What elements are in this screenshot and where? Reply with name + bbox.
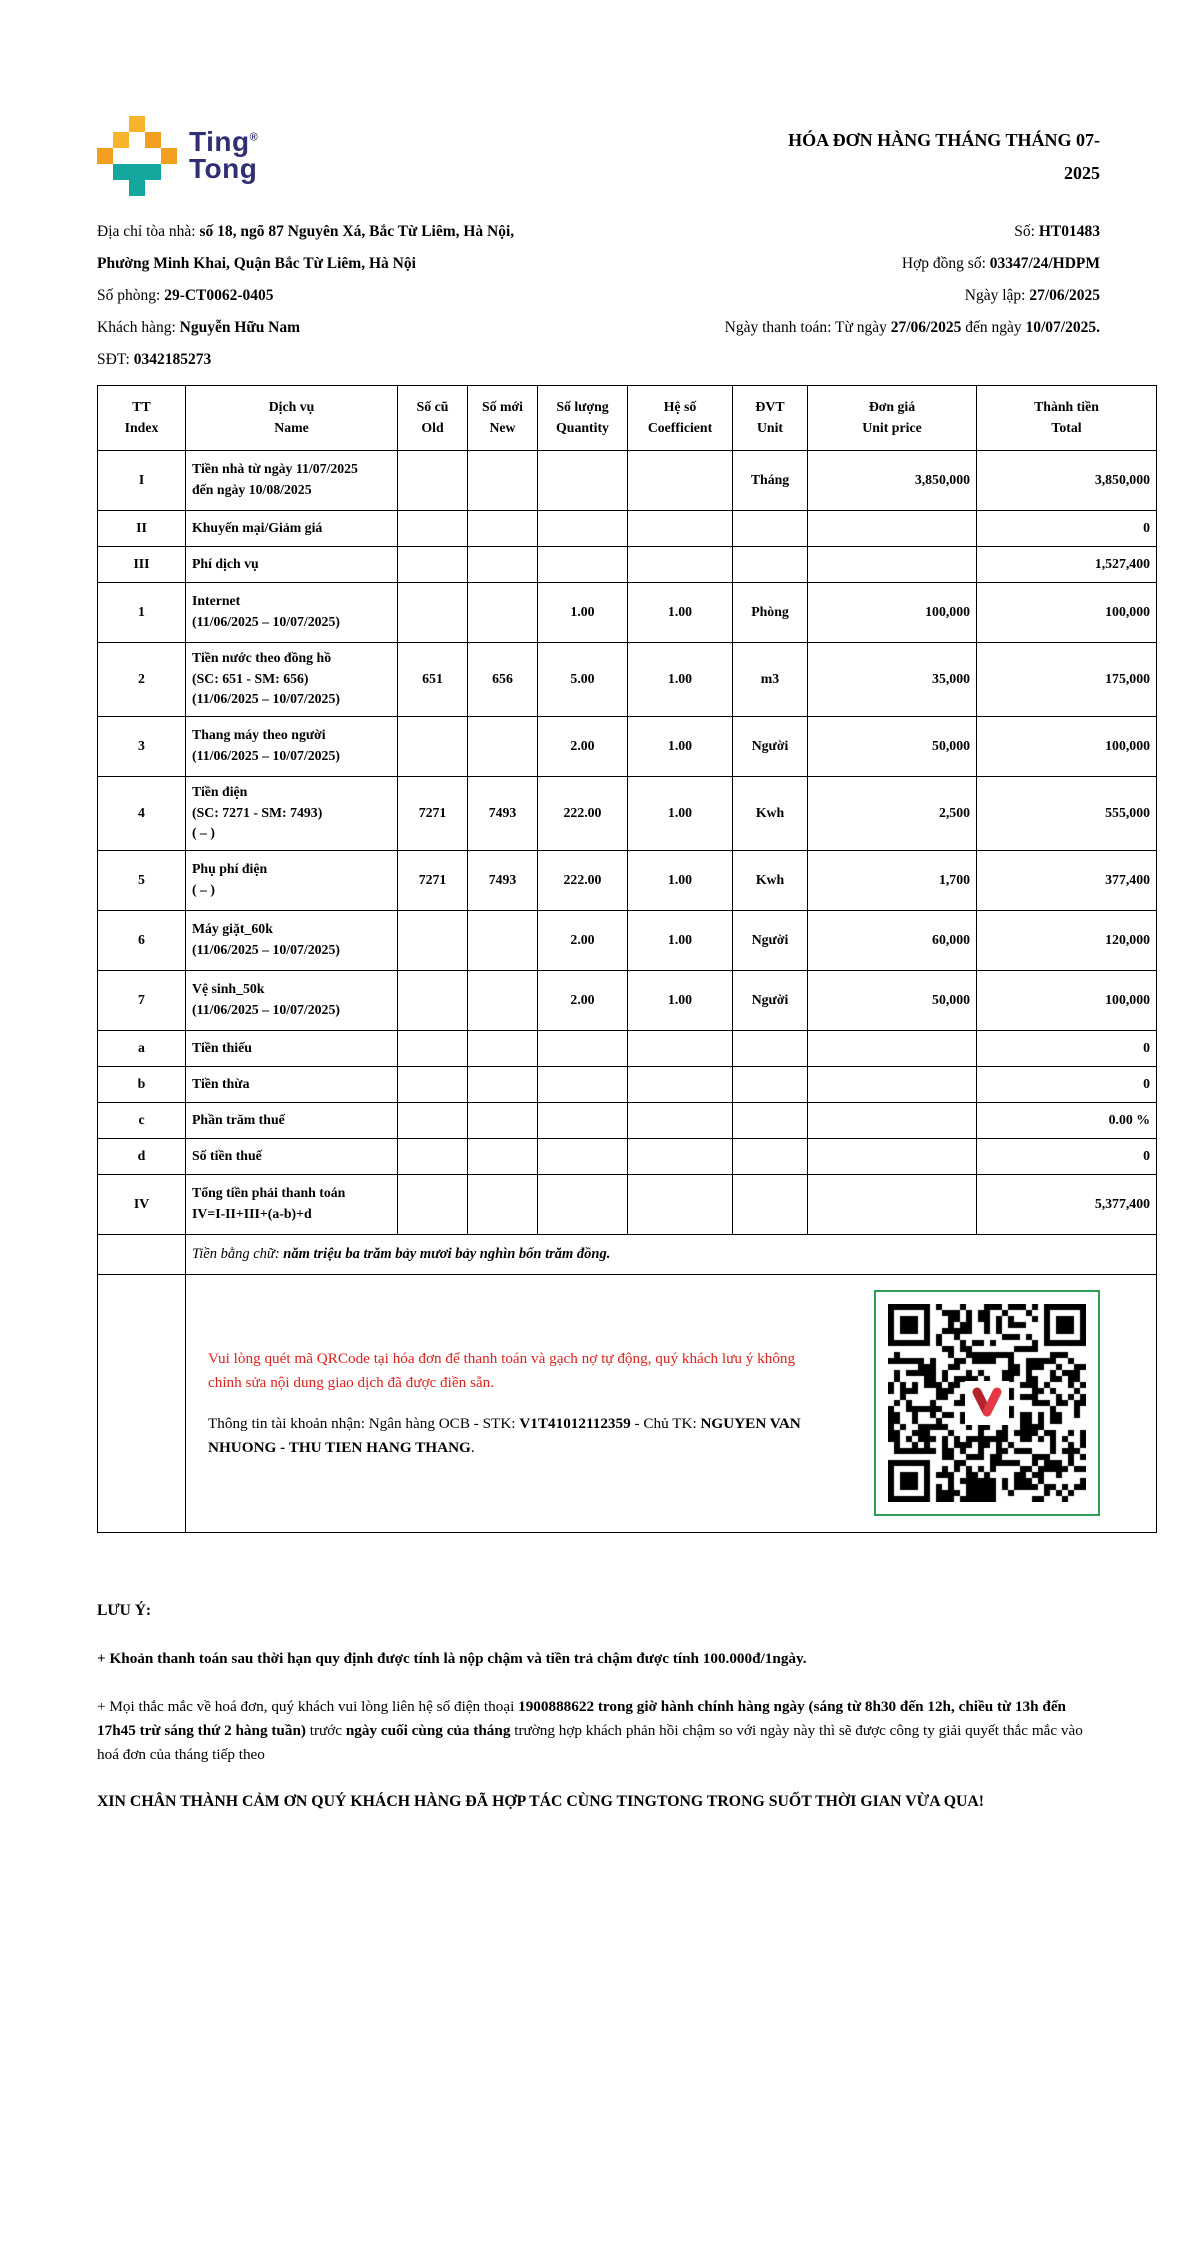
cell-coefficient (628, 1102, 733, 1138)
table-row-2 (98, 642, 1157, 716)
cell-unit (733, 1174, 808, 1234)
invoice-content (97, 116, 1156, 1814)
thank-you-note: XIN CHÂN THÀNH CẢM ƠN QUÝ KHÁCH HÀNG ĐÃ HỢP TÁC CÙNG TINGTONG TRONG SUỐT THỜI GIAN VỪA QUA! (97, 1792, 985, 1810)
cell-new-reading (468, 1066, 538, 1102)
cell-service-name: Phụ phí điện ( – ) (186, 850, 398, 910)
cell-coefficient (628, 1138, 733, 1174)
cell-old-reading (398, 450, 468, 510)
cell-index: 3 (98, 716, 186, 776)
cell-coefficient: 1.00 (628, 910, 733, 970)
cell-coefficient (628, 1030, 733, 1066)
table-row-7 (98, 970, 1157, 1030)
cell-index: 2 (98, 642, 186, 716)
issue-date: Ngày lập: 27/06/2025 (964, 286, 1100, 304)
cell-new-reading (468, 970, 538, 1030)
cell-service-name: Tiền điện (SC: 7271 - SM: 7493) ( – ) (186, 776, 398, 850)
cell-empty (98, 1234, 186, 1274)
payment-qr-row (98, 1274, 1157, 1532)
table-row-6 (98, 910, 1157, 970)
cell-quantity (538, 1102, 628, 1138)
hotline-note: + Mọi thắc mắc về hoá đơn, quý khách vui lòng liên hệ số điện thoại 1900888622 trong giờ hành chính hàng ngày (sáng từ 8h30 đến 12h, chiều từ 13h đến 17h45 trừ sáng thứ 2 hàng tuần) trước ngày cuối cùng của tháng trường hợp khách phản hồi chậm so với ngày này thì sẽ được công ty giải quyết thắc mắc vào hoá đơn của tháng tiếp theo (97, 1697, 1083, 1764)
cell-new-reading (468, 510, 538, 546)
cell-unit-price: 50,000 (808, 970, 977, 1030)
cell-unit: Người (733, 970, 808, 1030)
cell-total: 0 (977, 1066, 1157, 1102)
table-row-5 (98, 850, 1157, 910)
cell-unit (733, 1102, 808, 1138)
cell-new-reading (468, 546, 538, 582)
cell-quantity: 2.00 (538, 970, 628, 1030)
cell-unit-price (808, 1138, 977, 1174)
cell-old-reading (398, 716, 468, 776)
cell-quantity (538, 1174, 628, 1234)
cell-unit (733, 510, 808, 546)
cell-old-reading: 7271 (398, 776, 468, 850)
cell-new-reading (468, 582, 538, 642)
cell-old-reading (398, 970, 468, 1030)
cell-quantity: 2.00 (538, 716, 628, 776)
customer-name: Khách hàng: Nguyễn Hữu Nam (97, 318, 301, 336)
late-payment-note: + Khoản thanh toán sau thời hạn quy định được tính là nộp chậm và tiền trả chậm được tính 100.000đ/1ngày. (97, 1649, 807, 1667)
amount-in-words: Tiền bằng chữ: năm triệu ba trăm bảy mươi bảy nghìn bốn trăm đồng. (186, 1234, 1157, 1274)
cell-coefficient: 1.00 (628, 970, 733, 1030)
cell-unit: Phòng (733, 582, 808, 642)
cell-service-name: Thang máy theo người (11/06/2025 – 10/07/2025) (186, 716, 398, 776)
cell-quantity (538, 546, 628, 582)
cell-new-reading (468, 1138, 538, 1174)
cell-quantity (538, 1138, 628, 1174)
cell-old-reading (398, 1030, 468, 1066)
table-row-1 (98, 582, 1157, 642)
header-coefficient: Hệ số Coefficient (628, 385, 733, 450)
header-unit: ĐVT Unit (733, 385, 808, 450)
cell-index: I (98, 450, 186, 510)
contract-number: Hợp đồng số: 03347/24/HDPM (901, 254, 1100, 272)
cell-unit (733, 1138, 808, 1174)
cell-total: 3,850,000 (977, 450, 1157, 510)
cell-service-name: Máy giặt_60k (11/06/2025 – 10/07/2025) (186, 910, 398, 970)
cell-old-reading (398, 1174, 468, 1234)
cell-unit-price (808, 1174, 977, 1234)
cell-old-reading (398, 1102, 468, 1138)
cell-index: 1 (98, 582, 186, 642)
cell-quantity (538, 1066, 628, 1102)
customer-phone: SĐT: 0342185273 (97, 350, 212, 368)
cell-unit: Người (733, 910, 808, 970)
cell-unit-price: 3,850,000 (808, 450, 977, 510)
cell-unit (733, 1030, 808, 1066)
table-row-III (98, 546, 1157, 582)
cell-index: 4 (98, 776, 186, 850)
cell-coefficient (628, 1174, 733, 1234)
table-row-3 (98, 716, 1157, 776)
invoice-title (630, 124, 1100, 191)
cell-unit-price (808, 1066, 977, 1102)
tingtong-logo-icon (97, 116, 177, 196)
cell-total: 120,000 (977, 910, 1157, 970)
cell-unit-price: 2,500 (808, 776, 977, 850)
cell-service-name: Phần trăm thuế (186, 1102, 398, 1138)
cell-new-reading: 7493 (468, 850, 538, 910)
header-new: Số mới New (468, 385, 538, 450)
services-table (97, 385, 1157, 1533)
cell-coefficient: 1.00 (628, 850, 733, 910)
cell-quantity: 222.00 (538, 850, 628, 910)
cell-unit-price (808, 1030, 977, 1066)
header-unit-price: Đơn giá Unit price (808, 385, 977, 450)
cell-unit (733, 546, 808, 582)
cell-unit-price (808, 546, 977, 582)
cell-total: 1,527,400 (977, 546, 1157, 582)
account-info: Thông tin tài khoản nhận: Ngân hàng OCB - STK: V1T41012112359 - Chủ TK: NGUYEN VAN NHUONG - THU TIEN HANG THANG. (208, 1415, 801, 1456)
cell-total: 0 (977, 510, 1157, 546)
cell-index: 7 (98, 970, 186, 1030)
payment-qr-code (874, 1290, 1100, 1516)
cell-unit-price: 1,700 (808, 850, 977, 910)
cell-old-reading (398, 910, 468, 970)
cell-service-name: Internet (11/06/2025 – 10/07/2025) (186, 582, 398, 642)
cell-old-reading (398, 1066, 468, 1102)
cell-unit-price (808, 510, 977, 546)
cell-new-reading (468, 1102, 538, 1138)
cell-index: III (98, 546, 186, 582)
cell-total: 175,000 (977, 642, 1157, 716)
table-row-b (98, 1066, 1157, 1102)
invoice-number: Số: HT01483 (1014, 223, 1100, 240)
cell-unit-price: 35,000 (808, 642, 977, 716)
cell-coefficient: 1.00 (628, 776, 733, 850)
table-header-row (98, 385, 1157, 450)
table-row-c (98, 1102, 1157, 1138)
cell-old-reading: 7271 (398, 850, 468, 910)
cell-new-reading (468, 1030, 538, 1066)
cell-total: 555,000 (977, 776, 1157, 850)
cell-total: 5,377,400 (977, 1174, 1157, 1234)
table-row-a (98, 1030, 1157, 1066)
building-address-line2: Phường Minh Khai, Quận Bắc Từ Liêm, Hà Nội (97, 254, 416, 272)
cell-old-reading (398, 510, 468, 546)
cell-service-name: Tiền nhà từ ngày 11/07/2025 đến ngày 10/08/2025 (186, 450, 398, 510)
cell-new-reading (468, 716, 538, 776)
cell-index: a (98, 1030, 186, 1066)
building-address-line1: Địa chỉ tòa nhà: số 18, ngõ 87 Nguyên Xá, Bắc Từ Liêm, Hà Nội, (97, 223, 515, 240)
cell-total: 100,000 (977, 970, 1157, 1030)
vietqr-v-icon (965, 1381, 1009, 1425)
cell-unit: Kwh (733, 850, 808, 910)
amount-in-words-row (98, 1234, 1157, 1274)
cell-quantity: 5.00 (538, 642, 628, 716)
cell-total: 100,000 (977, 716, 1157, 776)
registered-mark: ® (249, 132, 259, 145)
invoice-title-line: HÓA ĐƠN HÀNG THÁNG THÁNG 07- (788, 130, 1100, 150)
cell-coefficient (628, 1066, 733, 1102)
header-name: Dịch vụ Name (186, 385, 398, 450)
cell-quantity (538, 510, 628, 546)
invoice-info (97, 222, 1156, 371)
header-old: Số cũ Old (398, 385, 468, 450)
cell-quantity: 1.00 (538, 582, 628, 642)
cell-coefficient (628, 450, 733, 510)
cell-coefficient: 1.00 (628, 582, 733, 642)
cell-service-name: Phí dịch vụ (186, 546, 398, 582)
logo-word-tong: Tong (189, 153, 258, 184)
cell-total: 0.00 % (977, 1102, 1157, 1138)
cell-index: b (98, 1066, 186, 1102)
footer-notes (97, 1599, 1156, 1814)
cell-coefficient: 1.00 (628, 642, 733, 716)
header-total: Thành tiền Total (977, 385, 1157, 450)
invoice-title-line: 2025 (1064, 163, 1100, 184)
cell-index: d (98, 1138, 186, 1174)
cell-old-reading: 651 (398, 642, 468, 716)
cell-service-name: Khuyến mại/Giảm giá (186, 510, 398, 546)
cell-service-name: Số tiền thuế (186, 1138, 398, 1174)
cell-unit: Người (733, 716, 808, 776)
cell-index: IV (98, 1174, 186, 1234)
table-header (98, 385, 1157, 450)
cell-service-name: Tiền thừa (186, 1066, 398, 1102)
payment-instructions (192, 1347, 808, 1459)
cell-old-reading (398, 1138, 468, 1174)
cell-unit-price: 100,000 (808, 582, 977, 642)
cell-service-name: Tiền nước theo đồng hồ (SC: 651 - SM: 656) (11/06/2025 – 10/07/2025) (186, 642, 398, 716)
cell-new-reading (468, 1174, 538, 1234)
cell-new-reading: 7493 (468, 776, 538, 850)
cell-unit (733, 1066, 808, 1102)
cell-unit-price (808, 1102, 977, 1138)
cell-quantity (538, 450, 628, 510)
qr-notice: Vui lòng quét mã QRCode tại hóa đơn để thanh toán và gạch nợ tự động, quý khách lưu ý không chỉnh sửa nội dung giao dịch đã được điền sẵn. (208, 1349, 796, 1391)
table-row-IV (98, 1174, 1157, 1234)
cell-index: c (98, 1102, 186, 1138)
cell-unit: m3 (733, 642, 808, 716)
cell-quantity: 222.00 (538, 776, 628, 850)
table-row-4 (98, 776, 1157, 850)
cell-index: II (98, 510, 186, 546)
cell-unit: Tháng (733, 450, 808, 510)
tingtong-logo-text (189, 126, 259, 184)
cell-total: 100,000 (977, 582, 1157, 642)
cell-index: 5 (98, 850, 186, 910)
cell-service-name: Tiền thiếu (186, 1030, 398, 1066)
cell-unit-price: 60,000 (808, 910, 977, 970)
room-number: Số phòng: 29-CT0062-0405 (97, 286, 274, 304)
cell-new-reading (468, 450, 538, 510)
notes-heading: LƯU Ý: (97, 1601, 152, 1619)
cell-old-reading (398, 546, 468, 582)
cell-coefficient (628, 546, 733, 582)
cell-new-reading (468, 910, 538, 970)
cell-total: 0 (977, 1138, 1157, 1174)
cell-quantity: 2.00 (538, 910, 628, 970)
table-row-I (98, 450, 1157, 510)
table-row-II (98, 510, 1157, 546)
cell-coefficient (628, 510, 733, 546)
logo-word-ting: Ting (189, 126, 250, 158)
table-row-d (98, 1138, 1157, 1174)
cell-empty (98, 1274, 186, 1532)
cell-quantity (538, 1030, 628, 1066)
header-index: TT Index (98, 385, 186, 450)
tingtong-logo (97, 116, 258, 196)
cell-service-name: Vệ sinh_50k (11/06/2025 – 10/07/2025) (186, 970, 398, 1030)
cell-unit: Kwh (733, 776, 808, 850)
cell-service-name: Tổng tiền phải thanh toán IV=I-II+III+(a-b)+d (186, 1174, 398, 1234)
header-quantity: Số lượng Quantity (538, 385, 628, 450)
cell-new-reading: 656 (468, 642, 538, 716)
header (97, 116, 1156, 196)
cell-old-reading (398, 582, 468, 642)
info-right-empty (632, 350, 1157, 371)
cell-index: 6 (98, 910, 186, 970)
cell-unit-price: 50,000 (808, 716, 977, 776)
cell-total: 377,400 (977, 850, 1157, 910)
cell-coefficient: 1.00 (628, 716, 733, 776)
payment-period: Ngày thanh toán: Từ ngày 27/06/2025 đến ngày 10/07/2025. (724, 318, 1100, 336)
cell-total: 0 (977, 1030, 1157, 1066)
